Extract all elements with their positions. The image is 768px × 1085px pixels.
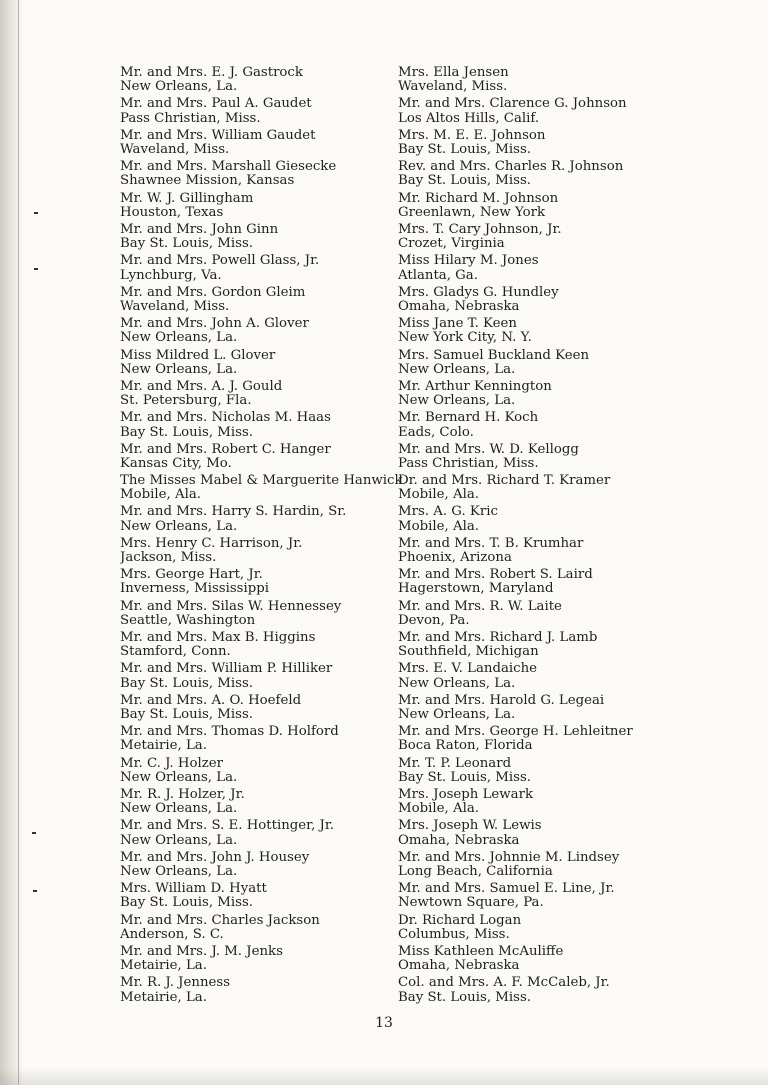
entry-location: New Orleans, La. [120, 832, 238, 848]
entry-location: Long Beach, California [398, 863, 553, 879]
directory-entry [398, 254, 683, 285]
entry-name: Mr. and Mrs. Charles Jackson [120, 913, 320, 928]
entry-location: Hagerstown, Maryland [398, 581, 554, 597]
entry-name: Mr. and Mrs. John Ginn [120, 222, 279, 237]
entry-location: Inverness, Mississippi [120, 581, 270, 597]
entry-location: Mobile, Ala. [398, 518, 479, 534]
entry-location: Omaha, Nebraska [398, 958, 520, 974]
entry-location: Lynchburg, Va. [120, 267, 222, 283]
directory-entry [120, 254, 405, 285]
entry-name: Mrs. William D. Hyatt [120, 882, 267, 897]
directory-entry [398, 788, 683, 819]
entry-name: Mr. and Mrs. Max B. Higgins [120, 631, 316, 646]
directory-entry [120, 788, 405, 819]
directory-entry [120, 631, 405, 662]
entry-location: New Orleans, La. [398, 707, 516, 723]
directory-entry [120, 160, 405, 191]
directory-entry [398, 662, 683, 693]
entry-name: Miss Kathleen McAuliffe [398, 944, 564, 959]
entry-name: Mrs. George Hart, Jr. [120, 568, 263, 583]
entry-name: Mr. and Mrs. Robert C. Hanger [120, 442, 331, 457]
directory-entry [120, 129, 405, 160]
entry-name: Mr. and Mrs. Nicholas M. Haas [120, 411, 331, 426]
entry-location: Pass Christian, Miss. [120, 110, 261, 126]
entry-location: New Orleans, La. [398, 393, 516, 409]
entry-location: New Orleans, La. [398, 675, 516, 691]
entry-name: Mr. and Mrs. J. M. Jenks [120, 944, 283, 959]
entry-location: Houston, Texas [120, 204, 224, 220]
directory-entry [398, 914, 683, 945]
page-edge-line [18, 0, 19, 1085]
directory-entry [398, 192, 683, 223]
directory-entry [398, 505, 683, 536]
entry-location: Metairie, La. [120, 738, 207, 754]
directory-entry [120, 914, 405, 945]
entry-location: Omaha, Nebraska [398, 832, 520, 848]
entry-name: Mr. Bernard H. Koch [398, 411, 539, 426]
entry-name: Mr. and Mrs. E. J. Gastrock [120, 66, 303, 80]
directory-entry [120, 411, 405, 442]
directory-entry [398, 286, 683, 317]
entry-name: Mr. T. P. Leonard [398, 756, 512, 771]
entry-name: Mrs. E. V. Landaiche [398, 662, 538, 677]
entry-name: Mr. and Mrs. Gordon Gleim [120, 285, 306, 300]
entry-location: Bay St. Louis, Miss. [120, 236, 254, 252]
entry-location: Mobile, Ala. [120, 487, 201, 503]
entry-location: New Orleans, La. [120, 79, 238, 95]
directory-entry [398, 129, 683, 160]
entry-location: Greenlawn, New York [398, 204, 546, 220]
entry-name: Mr. and Mrs. Johnnie M. Lindsey [398, 850, 620, 865]
margin-mark [33, 890, 37, 892]
margin-mark [32, 832, 36, 834]
entry-location: Bay St. Louis, Miss. [120, 895, 254, 911]
entry-location: Southfield, Michigan [398, 644, 539, 660]
entry-name: Mrs. Joseph Lewark [398, 787, 534, 802]
directory-entry [398, 97, 683, 128]
entry-location: Los Altos Hills, Calif. [398, 110, 540, 126]
directory-entry [120, 976, 405, 1007]
directory-entry [398, 537, 683, 568]
entry-location: New Orleans, La. [120, 330, 238, 346]
entry-name: The Misses Mabel & Marguerite Hanwick [120, 474, 403, 489]
entry-location: Mobile, Ala. [398, 801, 479, 817]
entry-name: Mr. and Mrs. Harry S. Hardin, Sr. [120, 505, 347, 520]
directory-entry [398, 474, 683, 505]
entry-name: Mrs. Joseph W. Lewis [398, 819, 542, 834]
margin-mark [34, 212, 38, 214]
directory-entry [398, 757, 683, 788]
entry-name: Mr. and Mrs. John A. Glover [120, 317, 309, 332]
directory-entry [120, 757, 405, 788]
entry-name: Mr. and Mrs. Thomas D. Holford [120, 725, 339, 740]
entry-name: Mrs. Gladys G. Hundley [398, 285, 559, 300]
directory-entry [120, 317, 405, 348]
entry-name: Mr. and Mrs. Marshall Giesecke [120, 160, 337, 175]
directory-entry [120, 380, 405, 411]
directory-entry [398, 725, 683, 756]
page-bottom-shadow [0, 1067, 768, 1085]
entry-location: Waveland, Miss. [120, 141, 230, 157]
directory-entry [398, 851, 683, 882]
entry-name: Mrs. Samuel Buckland Keen [398, 348, 590, 363]
entry-location: Boca Raton, Florida [398, 738, 533, 754]
entry-location: Newtown Square, Pa. [398, 895, 544, 911]
entry-location: Kansas City, Mo. [120, 455, 232, 471]
directory-entry [398, 694, 683, 725]
entry-name: Mrs. Ella Jensen [398, 66, 509, 80]
entry-name: Col. and Mrs. A. F. McCaleb, Jr. [398, 976, 610, 991]
entry-location: Pass Christian, Miss. [398, 455, 539, 471]
left-column [120, 66, 405, 1008]
entry-name: Mr. and Mrs. Harold G. Legeai [398, 693, 605, 708]
entry-name: Mr. and Mrs. A. O. Hoefeld [120, 693, 302, 708]
entry-location: New York City, N. Y. [398, 330, 532, 346]
entry-name: Mr. and Mrs. Richard J. Lamb [398, 631, 598, 646]
entry-name: Rev. and Mrs. Charles R. Johnson [398, 160, 624, 175]
page-number: 13 [375, 1015, 393, 1031]
entry-location: Metairie, La. [120, 958, 207, 974]
entry-location: Devon, Pa. [398, 612, 470, 628]
entry-location: Bay St. Louis, Miss. [120, 675, 254, 691]
entry-name: Mr. and Mrs. William Gaudet [120, 128, 316, 143]
entry-location: New Orleans, La. [120, 769, 238, 785]
entry-name: Mr. and Mrs. Paul A. Gaudet [120, 97, 312, 112]
entry-name: Mr. R. J. Jenness [120, 976, 231, 991]
entry-location: Stamford, Conn. [120, 644, 231, 660]
entry-location: Waveland, Miss. [398, 79, 508, 95]
directory-entry [120, 223, 405, 254]
entry-location: Omaha, Nebraska [398, 298, 520, 314]
directory-entry [398, 223, 683, 254]
directory-entry [120, 851, 405, 882]
entry-name: Dr. and Mrs. Richard T. Kramer [398, 474, 611, 489]
directory-entry [398, 600, 683, 631]
directory-entry [120, 474, 405, 505]
directory-entry [120, 694, 405, 725]
entry-location: Bay St. Louis, Miss. [120, 424, 254, 440]
entry-name: Mr. and Mrs. Powell Glass, Jr. [120, 254, 320, 269]
entry-location: St. Petersburg, Fla. [120, 393, 252, 409]
directory-entry [398, 380, 683, 411]
directory-entry [398, 631, 683, 662]
directory-entry [398, 882, 683, 913]
entry-name: Mr. and Mrs. George H. Lehleitner [398, 725, 633, 740]
directory-entry [398, 349, 683, 380]
directory-entry [398, 66, 683, 97]
entry-location: Crozet, Virginia [398, 236, 505, 252]
directory-entry [398, 411, 683, 442]
entry-name: Mr. Arthur Kennington [398, 379, 552, 394]
entry-name: Mr. and Mrs. W. D. Kellogg [398, 442, 579, 457]
entry-location: Bay St. Louis, Miss. [398, 141, 532, 157]
directory-entry [398, 443, 683, 474]
entry-location: Bay St. Louis, Miss. [120, 707, 254, 723]
directory-entry [120, 349, 405, 380]
entry-location: New Orleans, La. [120, 361, 238, 377]
entry-location: Anderson, S. C. [120, 926, 224, 942]
directory-entry [398, 819, 683, 850]
entry-name: Mr. and Mrs. A. J. Gould [120, 379, 283, 394]
directory-entry [120, 97, 405, 128]
directory-entry [120, 725, 405, 756]
entry-name: Mr. R. J. Holzer, Jr. [120, 787, 245, 802]
directory-entry [120, 537, 405, 568]
directory-entry [398, 568, 683, 599]
entry-name: Mrs. M. E. E. Johnson [398, 128, 546, 143]
directory-entry [120, 443, 405, 474]
entry-name: Mr. and Mrs. Clarence G. Johnson [398, 97, 627, 112]
entry-name: Mr. Richard M. Johnson [398, 191, 559, 206]
directory-entry [120, 662, 405, 693]
entry-name: Miss Hilary M. Jones [398, 254, 539, 269]
entry-name: Mr. and Mrs. Samuel E. Line, Jr. [398, 882, 615, 897]
entry-location: Seattle, Washington [120, 612, 256, 628]
entry-name: Mr. C. J. Holzer [120, 756, 223, 771]
directory-entry [398, 160, 683, 191]
margin-mark [34, 268, 38, 270]
directory-entry [120, 819, 405, 850]
entry-name: Mr. and Mrs. S. E. Hottinger, Jr. [120, 819, 334, 834]
directory-entry [120, 192, 405, 223]
directory-entry [120, 568, 405, 599]
right-column [398, 66, 683, 1008]
entry-name: Mrs. T. Cary Johnson, Jr. [398, 222, 562, 237]
entry-location: New Orleans, La. [120, 863, 238, 879]
directory-entry [120, 945, 405, 976]
entry-name: Mr. and Mrs. William P. Hilliker [120, 662, 333, 677]
entry-name: Mr. W. J. Gillingham [120, 191, 254, 206]
entry-location: Columbus, Miss. [398, 926, 510, 942]
entry-location: Metairie, La. [120, 989, 207, 1005]
entry-location: Mobile, Ala. [398, 487, 479, 503]
directory-entry [120, 66, 405, 97]
entry-location: Atlanta, Ga. [398, 267, 478, 283]
entry-name: Mrs. A. G. Kric [398, 505, 498, 520]
entry-location: Bay St. Louis, Miss. [398, 173, 532, 189]
entry-name: Miss Jane T. Keen [398, 317, 517, 332]
entry-name: Mr. and Mrs. Robert S. Laird [398, 568, 593, 583]
directory-entry [120, 505, 405, 536]
entry-location: Bay St. Louis, Miss. [398, 989, 532, 1005]
entry-location: Bay St. Louis, Miss. [398, 769, 532, 785]
directory-entry [398, 945, 683, 976]
entry-location: New Orleans, La. [120, 801, 238, 817]
directory-entry [398, 317, 683, 348]
directory-entry [120, 600, 405, 631]
entry-location: New Orleans, La. [120, 518, 238, 534]
directory-entry [120, 286, 405, 317]
entry-location: Eads, Colo. [398, 424, 474, 440]
entry-name: Mr. and Mrs. R. W. Laite [398, 599, 562, 614]
entry-location: Waveland, Miss. [120, 298, 230, 314]
entry-name: Mr. and Mrs. John J. Housey [120, 850, 310, 865]
directory-entry [398, 976, 683, 1007]
entry-name: Mrs. Henry C. Harrison, Jr. [120, 536, 303, 551]
entry-location: New Orleans, La. [398, 361, 516, 377]
entry-name: Dr. Richard Logan [398, 913, 522, 928]
directory-entry [120, 882, 405, 913]
entry-name: Mr. and Mrs. Silas W. Hennessey [120, 599, 342, 614]
entry-location: Shawnee Mission, Kansas [120, 173, 295, 189]
entry-location: Jackson, Miss. [120, 550, 217, 566]
entry-name: Miss Mildred L. Glover [120, 348, 276, 363]
entry-location: Phoenix, Arizona [398, 550, 512, 566]
entry-name: Mr. and Mrs. T. B. Krumhar [398, 536, 584, 551]
